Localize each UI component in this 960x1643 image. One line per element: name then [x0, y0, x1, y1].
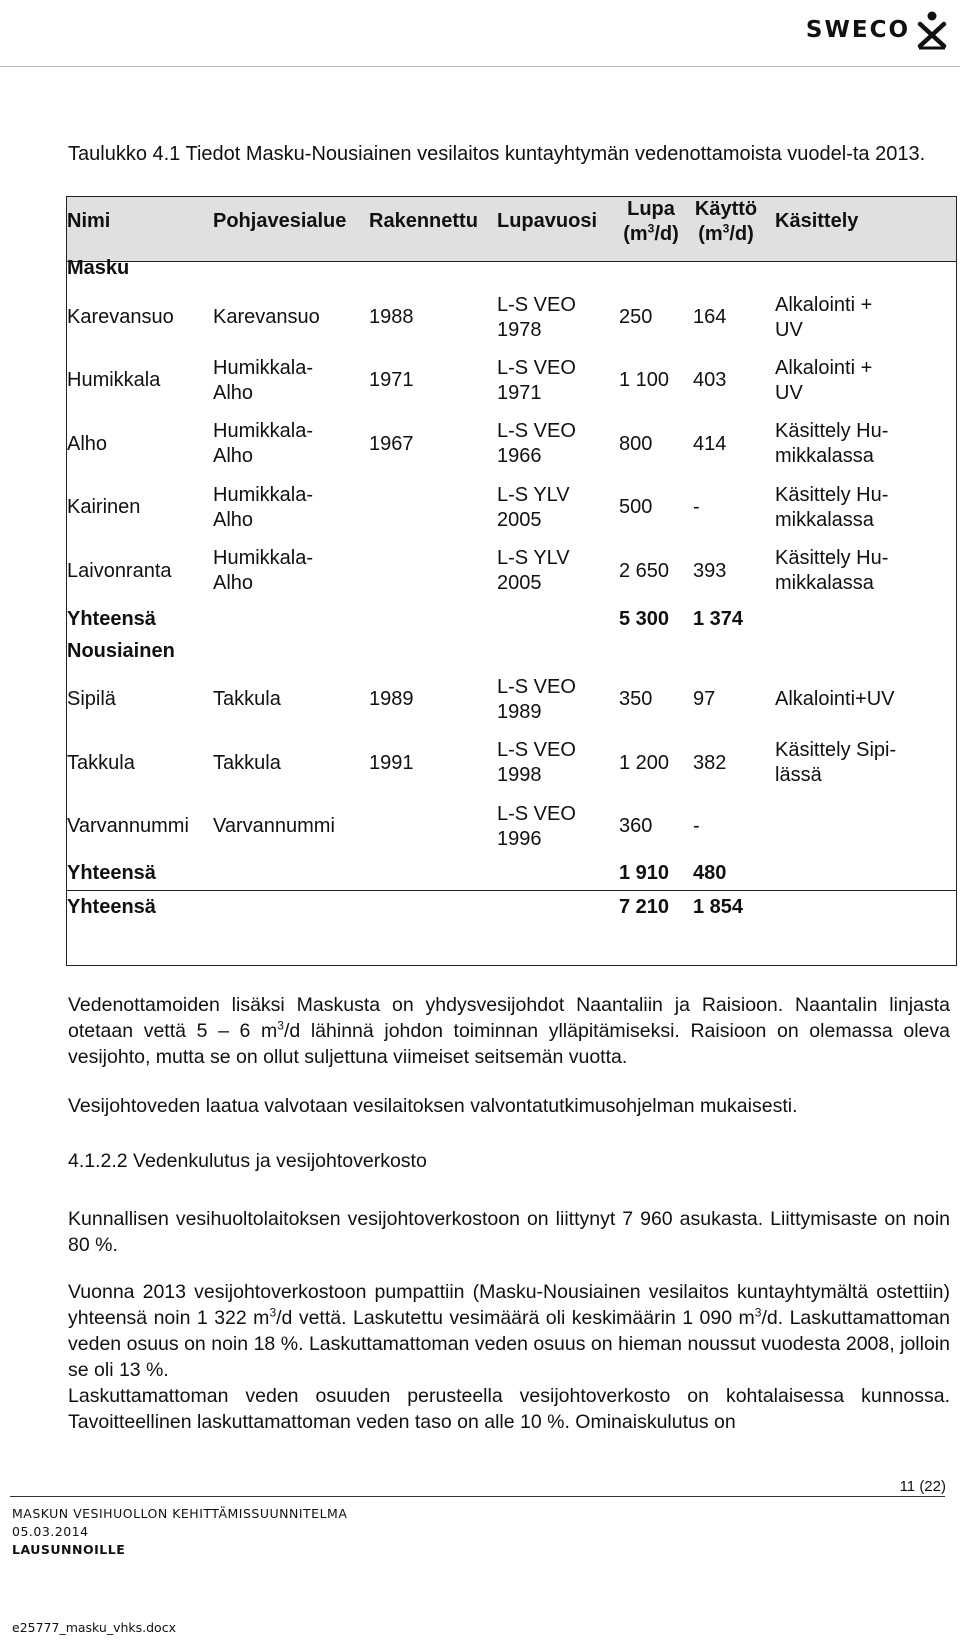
- table-cell-rakennettu: 1967: [369, 433, 414, 455]
- col-header-kaytto: [691, 197, 761, 247]
- total-kaytto-all: 1 854: [693, 896, 744, 918]
- table-cell-lupa: 360: [619, 815, 653, 837]
- total-lupa-nousiainen: 1 910: [619, 862, 670, 884]
- table-cell-rakennettu: 1989: [369, 688, 414, 710]
- col-header-rakennettu: Rakennettu: [369, 210, 478, 232]
- table-cell-lupa: 350: [619, 688, 653, 710]
- page-number: 11 (22): [899, 1478, 946, 1495]
- col-header-kaytto-l1: Käyttö: [694, 198, 758, 220]
- table-cell-nimi: Takkula: [67, 752, 135, 774]
- table-cell-kasittely: Käsittely Hu- mikkalassa: [775, 484, 889, 531]
- table-cell-lupavuosi: L-S VEO 1966: [497, 420, 576, 467]
- table-cell-kaytto: -: [693, 815, 700, 837]
- table-cell-alue: Humikkala- Alho: [213, 357, 314, 404]
- paragraph-laatu: Vesijohtoveden laatua valvotaan vesilaitoksen valvontatutkimusohjelman mukaisesti.: [68, 1095, 798, 1117]
- table-cell-lupavuosi: L-S VEO 1989: [497, 676, 576, 723]
- table-cell-lupa: 1 100: [619, 369, 670, 391]
- header-divider: [0, 66, 960, 67]
- table-cell-nimi: Alho: [67, 433, 108, 455]
- table-cell-nimi: Laivonranta: [67, 560, 172, 582]
- table-cell-kaytto: 382: [693, 752, 727, 774]
- col-header-lupa-l1: Lupa: [627, 198, 675, 220]
- col-header-lupavuosi: Lupavuosi: [497, 210, 598, 232]
- col-header-kaytto-l2: $(m^3/d)$: [698, 221, 754, 245]
- footer-date: 05.03.2014: [12, 1524, 89, 1539]
- sweco-logo: [806, 10, 948, 50]
- table-cell-kaytto: 403: [693, 369, 727, 391]
- paragraph-liittyneet: Kunnallisen vesihuoltolaitoksen vesijohtoverkostoon on liittynyt 7 960 asukasta. Liittymisaste on noin 80 %.: [68, 1208, 950, 1256]
- group-label-nousiainen: Nousiainen: [67, 640, 175, 662]
- table-cell-lupavuosi: L-S VEO 1971: [497, 357, 576, 404]
- table-cell-rakennettu: 1971: [369, 369, 414, 391]
- header-divider-line: [67, 261, 956, 262]
- table-cell-lupa: 250: [619, 306, 653, 328]
- table-cell-kaytto: 393: [693, 560, 727, 582]
- table-cell-lupavuosi: L-S VEO 1998: [497, 739, 576, 786]
- footer-doc-title: MASKUN VESIHUOLLON KEHITTÄMISSUUNNITELMA: [12, 1506, 348, 1521]
- table-cell-lupa: 800: [619, 433, 653, 455]
- total-label-nousiainen: Yhteensä: [67, 862, 156, 884]
- table-cell-nimi: Varvannummi: [67, 815, 189, 837]
- table-cell-kasittely: Alkalointi+UV: [775, 688, 895, 710]
- table-cell-kasittely: Käsittely Sipi- lässä: [775, 739, 897, 786]
- table-cell-alue: Humikkala- Alho: [213, 484, 314, 531]
- table-cell-lupa: 500: [619, 496, 653, 518]
- col-header-nimi: Nimi: [67, 210, 111, 232]
- total-lupa-masku: 5 300: [619, 608, 670, 630]
- table-cell-kaytto: 414: [693, 433, 727, 455]
- table-cell-lupa: 2 650: [619, 560, 670, 582]
- total-kaytto-nousiainen: 480: [693, 862, 727, 884]
- table-cell-rakennettu: 1988: [369, 306, 414, 328]
- table-cell-kaytto: -: [693, 496, 700, 518]
- table-cell-nimi: Humikkala: [67, 369, 161, 391]
- col-header-lupa-l2: $(m^3/d)$: [623, 221, 679, 245]
- footer-status: LAUSUNNOILLE: [12, 1542, 126, 1557]
- table-cell-alue: Humikkala- Alho: [213, 547, 314, 594]
- footer-filename: e25777_masku_vhks.docx: [12, 1620, 176, 1635]
- table-cell-alue: Karevansuo: [213, 306, 320, 328]
- total-label-masku: Yhteensä: [67, 608, 156, 630]
- paragraph-kunto: Laskuttamattoman veden osuuden perusteella vesijohtoverkosto on kohtalaisessa kunnossa. Tavoitteellinen laskuttamattoman veden taso on alle 10 %. Ominaiskulutus on: [68, 1385, 950, 1433]
- table-cell-nimi: Kairinen: [67, 496, 141, 518]
- logo-text: SWECO: [805, 17, 910, 43]
- table-cell-lupa: 1 200: [619, 752, 670, 774]
- total-lupa-all: 7 210: [619, 896, 670, 918]
- table-cell-kasittely: Käsittely Hu- mikkalassa: [775, 420, 889, 467]
- table-cell-kasittely: Alkalointi + UV: [775, 357, 873, 404]
- total-kaytto-masku: 1 374: [693, 608, 744, 630]
- total-label-all: Yhteensä: [67, 896, 156, 918]
- table-cell-nimi: Karevansuo: [67, 306, 174, 328]
- col-header-lupa: [619, 197, 683, 247]
- table-cell-alue: Humikkala- Alho: [213, 420, 314, 467]
- col-header-kasittely: Käsittely: [775, 210, 859, 232]
- table-cell-rakennettu: 1991: [369, 752, 414, 774]
- table-cell-kasittely: Käsittely Hu- mikkalassa: [775, 547, 889, 594]
- group-label-masku: Masku: [67, 257, 130, 279]
- table-cell-alue: Varvannummi: [213, 815, 335, 837]
- table-cell-alue: Takkula: [213, 752, 281, 774]
- table-cell-lupavuosi: L-S YLV 2005: [497, 547, 570, 594]
- grand-total-divider: [67, 890, 956, 891]
- table-cell-nimi: Sipilä: [67, 688, 116, 710]
- paragraph-yhdysvesijohdot: Vedenottamoiden lisäksi Maskusta on yhdysvesijohdot Naantaliin ja Raisioon. Naantalin linjasta otetaan vettä 5 – 6 $m^3/d$ lähinnä johdon toiminnan ylläpitämiseksi. Raisioon on olemassa oleva vesijohto, mutta se on ollut suljettuna viimeiset seitsemän vuotta.: [68, 994, 950, 1068]
- paragraph-pumpattu: Vuonna 2013 vesijohtoverkostoon pumpattiin (Masku-Nousiainen vesilaitos kuntayhtymältä ostettiin) yhteensä noin 1 322 $m^3/d$ vettä. Laskutettu vesimäärä oli keskimäärin 1 090 $m^3/d$. Laskuttamattoman veden osuus on noin 18 %. Laskuttamattoman veden osuus on hieman noussut vuodesta 2008, jolloin se oli 13 %.: [68, 1281, 950, 1381]
- table-cell-lupavuosi: L-S YLV 2005: [497, 484, 570, 531]
- col-header-pohjavesialue: Pohjavesialue: [213, 210, 347, 232]
- footer-divider: [10, 1496, 945, 1497]
- table-cell-kasittely: Alkalointi + UV: [775, 294, 873, 341]
- table-cell-lupavuosi: L-S VEO 1996: [497, 803, 576, 850]
- section-heading: 4.1.2.2 Vedenkulutus ja vesijohtoverkosto: [68, 1150, 427, 1172]
- table-cell-kaytto: 97: [693, 688, 716, 710]
- table-caption: Taulukko 4.1 Tiedot Masku-Nousiainen vesilaitos kuntayhtymän vedenottamoista vuodel-ta 2013.: [68, 143, 926, 165]
- sweco-logo-icon: [916, 10, 948, 50]
- table-cell-lupavuosi: L-S VEO 1978: [497, 294, 576, 341]
- table-cell-kaytto: 164: [693, 306, 727, 328]
- table-cell-alue: Takkula: [213, 688, 281, 710]
- water-intake-table: [66, 196, 957, 966]
